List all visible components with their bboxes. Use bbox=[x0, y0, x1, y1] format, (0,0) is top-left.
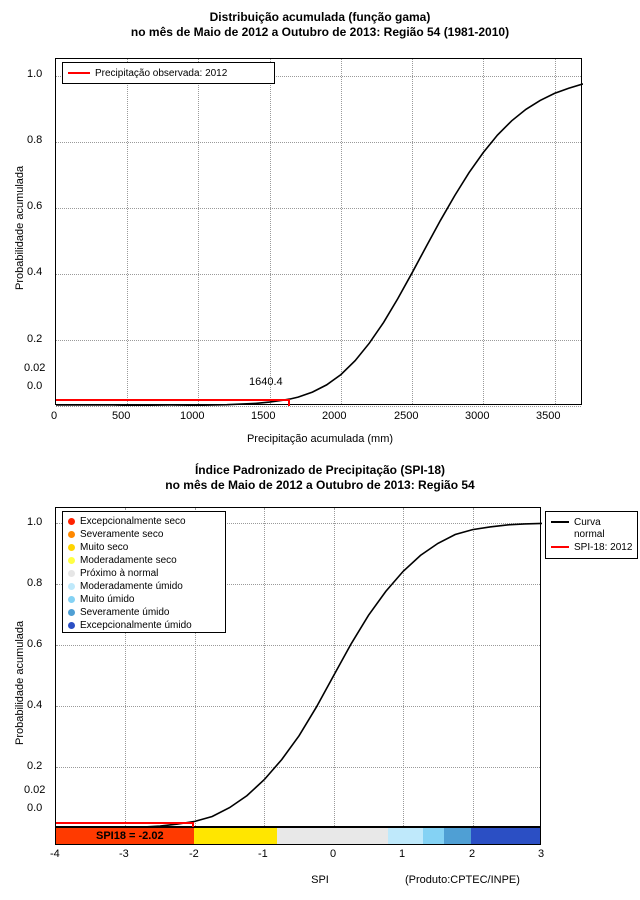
top-gamma-cdf-curve bbox=[56, 59, 583, 406]
bottom-category-legend bbox=[62, 511, 226, 633]
top-legend bbox=[62, 62, 275, 84]
legend-item-2 bbox=[63, 541, 225, 554]
bottom-ytick-0.4: 0.4 bbox=[27, 699, 43, 711]
legend-item-4-label: Próximo à normal bbox=[80, 568, 159, 579]
band-proximo-normal bbox=[277, 828, 388, 844]
bottom-xtick--2: -2 bbox=[189, 848, 199, 860]
legend-item-1-label: Severamente seco bbox=[80, 529, 164, 540]
top-xtick-500: 500 bbox=[112, 410, 131, 422]
bottom-xtick-0: 0 bbox=[330, 848, 337, 860]
legend-item-0 bbox=[63, 515, 225, 528]
top-chart-title-line1: Distribuição acumulada (função gama) bbox=[209, 10, 431, 24]
bottom-chart-panel bbox=[0, 455, 640, 900]
category-color-swatch bbox=[68, 596, 75, 603]
legend-item-5-label: Moderadamente úmido bbox=[80, 581, 183, 592]
top-chart-title-line2: no mês de Maio de 2012 a Outubro de 2013: Região 54 (1981-2010) bbox=[130, 25, 510, 39]
top-y-axis-label: Probabilidade acumulada bbox=[14, 165, 26, 290]
legend-item-7 bbox=[63, 606, 225, 619]
normal-curve-swatch bbox=[551, 521, 569, 523]
category-color-swatch bbox=[68, 609, 75, 616]
producer-credit: (Produto:CPTEC/INPE) bbox=[405, 874, 520, 886]
bottom-xtick--3: -3 bbox=[119, 848, 129, 860]
curve-legend-normal-label2: normal bbox=[574, 528, 605, 540]
band-muito-umido bbox=[423, 828, 444, 844]
category-color-swatch bbox=[68, 544, 75, 551]
top-xtick-2000: 2000 bbox=[322, 410, 347, 422]
bottom-x-axis-label: SPI bbox=[311, 874, 329, 886]
top-legend-row bbox=[63, 63, 274, 83]
top-ytick-prob: 0.02 bbox=[24, 362, 46, 374]
top-ytick-0.8: 0.8 bbox=[27, 134, 43, 146]
gridline-y-0.0 bbox=[56, 406, 581, 407]
band-excepcionalmente-umido bbox=[471, 828, 540, 844]
bottom-chart-title bbox=[0, 463, 640, 493]
bottom-ytick-0.2: 0.2 bbox=[27, 760, 43, 772]
category-color-swatch bbox=[68, 557, 75, 564]
bottom-y-axis-label: Probabilidade acumulada bbox=[14, 620, 26, 745]
top-xtick-3500: 3500 bbox=[536, 410, 561, 422]
category-color-swatch bbox=[68, 531, 75, 538]
legend-item-8-label: Excepcionalmente úmido bbox=[80, 620, 192, 631]
bottom-ytick-0.0: 0.0 bbox=[27, 802, 43, 814]
legend-item-3 bbox=[63, 554, 225, 567]
band-severamente-umido bbox=[444, 828, 472, 844]
top-xtick-3000: 3000 bbox=[465, 410, 490, 422]
curve-legend-item-normal-2 bbox=[546, 528, 637, 540]
legend-item-6-label: Muito úmido bbox=[80, 594, 135, 605]
top-observed-value-label: 1640.4 bbox=[249, 376, 283, 388]
top-observed-horizontal-line bbox=[56, 399, 290, 401]
legend-item-1 bbox=[63, 528, 225, 541]
top-chart-title bbox=[0, 10, 640, 40]
top-ytick-0.6: 0.6 bbox=[27, 200, 43, 212]
bottom-chart-title-line2: no mês de Maio de 2012 a Outubro de 2013: Região 54 bbox=[165, 478, 475, 492]
legend-item-0-label: Excepcionalmente seco bbox=[80, 516, 186, 527]
bottom-xtick-3: 3 bbox=[538, 848, 545, 860]
top-ytick-0.0: 0.0 bbox=[27, 380, 43, 392]
top-xtick-1000: 1000 bbox=[180, 410, 205, 422]
bottom-xtick--4: -4 bbox=[50, 848, 60, 860]
category-color-swatch bbox=[68, 622, 75, 629]
legend-spacer bbox=[551, 533, 569, 535]
category-color-swatch bbox=[68, 583, 75, 590]
bottom-ytick-1.0: 1.0 bbox=[27, 516, 43, 528]
bottom-curve-legend bbox=[545, 511, 638, 559]
spi-value-tag: SPI18 = -2.02 bbox=[96, 830, 164, 842]
legend-item-5 bbox=[63, 580, 225, 593]
top-ytick-1.0: 1.0 bbox=[27, 68, 43, 80]
bottom-xtick-1: 1 bbox=[399, 848, 406, 860]
legend-item-8 bbox=[63, 619, 225, 632]
top-xtick-0: 0 bbox=[51, 410, 58, 422]
top-plot-area bbox=[55, 58, 582, 405]
top-xtick-2500: 2500 bbox=[394, 410, 419, 422]
legend-item-6 bbox=[63, 593, 225, 606]
curve-legend-spi-label: SPI-18: 2012 bbox=[574, 541, 633, 553]
spi-line-swatch bbox=[551, 546, 569, 548]
bottom-ytick-0.6: 0.6 bbox=[27, 638, 43, 650]
legend-item-2-label: Muito seco bbox=[80, 542, 129, 553]
bottom-chart-title-line1: Índice Padronizado de Precipitação (SPI-18) bbox=[194, 463, 446, 477]
band-moderadamente-umido bbox=[388, 828, 423, 844]
bottom-xtick--1: -1 bbox=[258, 848, 268, 860]
category-color-swatch bbox=[68, 518, 75, 525]
bottom-ytick-prob: 0.02 bbox=[24, 784, 46, 796]
bottom-spi-horizontal-line bbox=[56, 822, 194, 824]
legend-item-7-label: Severamente úmido bbox=[80, 607, 170, 618]
top-legend-label: Precipitação observada: 2012 bbox=[95, 67, 228, 79]
curve-legend-item-normal bbox=[546, 516, 637, 528]
observed-line-swatch bbox=[68, 72, 90, 74]
bottom-ytick-0.8: 0.8 bbox=[27, 577, 43, 589]
top-x-axis-label: Precipitação acumulada (mm) bbox=[246, 433, 394, 445]
top-xtick-1500: 1500 bbox=[251, 410, 276, 422]
curve-legend-item-spi bbox=[546, 540, 637, 554]
legend-item-4 bbox=[63, 567, 225, 580]
curve-legend-normal-label: Curva bbox=[574, 516, 601, 528]
legend-item-3-label: Moderadamente seco bbox=[80, 555, 177, 566]
band-severamente-muito-seco bbox=[194, 828, 277, 844]
top-ytick-0.2: 0.2 bbox=[27, 333, 43, 345]
top-ytick-0.4: 0.4 bbox=[27, 266, 43, 278]
top-observed-vertical-line bbox=[288, 399, 290, 406]
category-color-swatch bbox=[68, 570, 75, 577]
bottom-xtick-2: 2 bbox=[469, 848, 476, 860]
